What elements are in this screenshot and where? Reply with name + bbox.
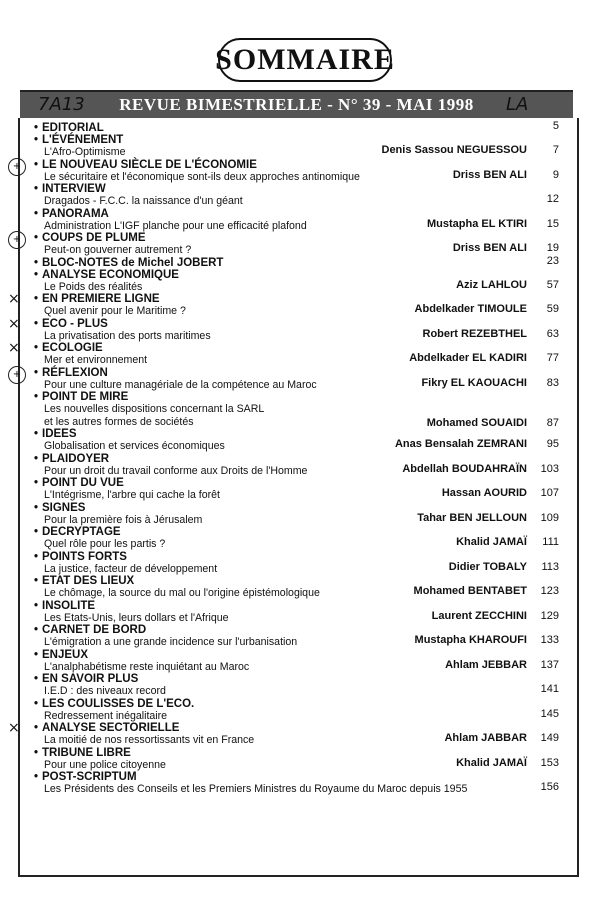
bullet-icon: •: [34, 575, 39, 587]
bullet-icon: •: [34, 134, 39, 146]
author-name: Anas Bensalah ZEMRANI: [394, 438, 527, 450]
article-title: Peut-on gouverner autrement ?: [44, 244, 192, 256]
section-title: COUPS DE PLUME: [42, 232, 146, 244]
section-title: ECOLOGIE: [42, 342, 103, 354]
toc-entry: [30, 624, 565, 649]
author-name: Fikry EL KAOUACHI: [421, 376, 527, 389]
article-title: Mer et environnement: [44, 354, 148, 366]
page-number: 129: [540, 609, 559, 622]
page-number: 123: [540, 585, 559, 597]
section-title: L'ÉVÉNEMENT: [42, 134, 124, 146]
section-heading: [30, 673, 565, 685]
page-number: 83: [546, 376, 559, 389]
section-title: POST-SCRIPTUM: [42, 771, 137, 783]
author-name: Mustapha KHAROUFI: [414, 634, 527, 646]
author-name: Abdellah BOUDAHRAÏN: [402, 462, 527, 475]
section-title: RÉFLEXION: [42, 366, 108, 379]
section-title: LE NOUVEAU SIÈCLE DE L'ÉCONOMIE: [42, 158, 257, 171]
author-name: Mohamed SOUAIDI: [426, 417, 527, 429]
page-number: 95: [546, 438, 559, 450]
bullet-icon: •: [34, 452, 39, 465]
handwritten-cross-icon: ×: [8, 291, 20, 307]
bullet-icon: •: [34, 342, 39, 354]
article-title: La justice, facteur de développement: [44, 562, 218, 575]
article-title: L'Intégrisme, l'arbre qui cache la forêt: [44, 489, 220, 501]
bullet-icon: •: [34, 207, 39, 220]
toc-entry: [12, 158, 565, 184]
bullet-icon: •: [34, 268, 39, 281]
section-title: LES COULISSES DE L'ECO.: [42, 697, 195, 710]
section-title: EDITORIAL: [42, 122, 104, 134]
article-title: L'Afro-Optimisme: [44, 146, 126, 158]
toc-entry: [8, 291, 565, 318]
article-title: Globalisation et services économiques: [44, 440, 225, 452]
toc-entry: [30, 747, 565, 772]
author-name: Ahlam JEBBAR: [445, 658, 527, 671]
bullet-icon: •: [34, 624, 39, 636]
section-title: ANALYSE ECONOMIQUE: [42, 268, 179, 281]
author-name: Laurent ZECCHINI: [431, 609, 527, 622]
article-title: Pour une police citoyenne: [44, 758, 166, 771]
bullet-icon: •: [34, 293, 39, 305]
toc-entry: [30, 600, 565, 625]
author-name: Driss BEN ALI: [452, 168, 527, 181]
page-title: SOMMAIRE: [218, 38, 392, 82]
section-title: IDEES: [42, 428, 77, 440]
author-name: Aziz LAHLOU: [456, 278, 527, 291]
author-name: Driss BEN ALI: [452, 242, 527, 254]
bullet-icon: •: [34, 366, 39, 379]
section-title: TRIBUNE LIBRE: [42, 746, 131, 759]
article-title: Les nouvelles dispositions concernant la SARL: [44, 403, 265, 415]
page-number: 133: [540, 634, 559, 646]
handwritten-cross-icon: ×: [8, 315, 20, 332]
author-name: Khalid JAMAÏ: [456, 536, 527, 548]
page-number: 12: [546, 193, 559, 205]
bullet-icon: •: [34, 183, 39, 195]
page-number: 109: [540, 511, 559, 524]
section-heading: [30, 698, 565, 710]
article-title-continued: et les autres formes de sociétés: [44, 415, 194, 428]
page-number: 87: [546, 417, 559, 429]
page-number: 153: [540, 756, 559, 769]
page-number: 107: [540, 487, 559, 499]
article-title: L'émigration a une grande incidence sur l'urbanisation: [44, 636, 298, 648]
toc-entry: [30, 269, 565, 294]
handwritten-cross-icon: ×: [8, 720, 20, 736]
section-title: SIGNES: [42, 501, 86, 514]
handwritten-circle-plus-icon: +: [8, 230, 26, 249]
section-title: EN PREMIERE LIGNE: [42, 293, 160, 305]
bullet-icon: •: [34, 122, 39, 134]
article-title: Quel rôle pour les partis ?: [44, 538, 166, 550]
article-title: Pour une culture managériale de la compétence au Maroc: [44, 378, 317, 391]
author-name: Didier TOBALY: [448, 560, 527, 573]
bullet-icon: •: [34, 158, 39, 171]
page-number: 15: [546, 217, 559, 230]
bullet-icon: •: [34, 599, 39, 612]
page-number: 7: [552, 144, 559, 156]
author-name: Tahar BEN JELLOUN: [417, 511, 527, 524]
toc-entry: [30, 673, 565, 698]
toc-entry: [12, 232, 565, 257]
toc-entry: [30, 477, 565, 502]
section-title: ETAT DES LIEUX: [42, 575, 135, 587]
article-title: L'analphabétisme reste inquiétant au Maroc: [44, 660, 250, 673]
author-name: Abdelkader TIMOULE: [414, 303, 527, 315]
section-title: POINTS FORTS: [42, 550, 127, 563]
section-heading: [30, 183, 565, 195]
issue-banner: REVUE BIMESTRIELLE - N° 39 - MAI 1998: [20, 92, 573, 118]
article-title: La privatisation des ports maritimes: [44, 329, 211, 342]
bullet-icon: •: [34, 550, 39, 563]
bullet-icon: •: [34, 746, 39, 759]
page-number: 156: [540, 781, 559, 793]
handwritten-circle-plus-icon: +: [8, 157, 26, 176]
author-name: Mustapha EL KTIRI: [426, 217, 527, 230]
article-title: Le Poids des réalités: [44, 280, 143, 293]
bullet-icon: •: [34, 256, 39, 269]
section-title: BLOC-NOTES de Michel JOBERT: [42, 256, 224, 269]
toc-entry: [30, 649, 565, 674]
toc-entry: [30, 122, 565, 134]
page-number: 63: [546, 327, 559, 340]
section-title: ENJEUX: [42, 648, 89, 661]
page-number: 111: [542, 536, 559, 548]
toc-entry: [30, 551, 565, 576]
section-heading: [30, 122, 565, 134]
section-title: DECRYPTAGE: [42, 526, 121, 538]
section-title: POINT DU VUE: [42, 477, 124, 489]
article-title: La moitié de nos ressortissants vit en France: [44, 734, 255, 746]
bullet-icon: •: [34, 526, 39, 538]
article-title: Dragados - F.C.C. la naissance d'un géant: [44, 195, 243, 207]
author-name: Abdelkader EL KADIRI: [409, 352, 527, 364]
toc-entry: [30, 134, 565, 159]
toc-entry: [30, 575, 565, 600]
author-name: Khalid JAMAÏ: [456, 756, 527, 769]
bullet-icon: •: [34, 771, 39, 783]
bullet-icon: •: [34, 697, 39, 710]
toc-entry: [30, 183, 565, 208]
toc-entry: [8, 315, 565, 343]
section-title: POINT DE MIRE: [42, 391, 129, 403]
toc-entry: [8, 340, 565, 367]
section-title: PANORAMA: [42, 207, 109, 220]
bullet-icon: •: [34, 428, 39, 440]
page-number: 103: [540, 462, 559, 475]
section-heading: [30, 391, 565, 403]
author-name: Robert REZEBTHEL: [422, 327, 527, 340]
bullet-icon: •: [34, 722, 39, 734]
handwritten-note-right: LA: [506, 94, 529, 115]
section-title: PLAIDOYER: [42, 452, 110, 465]
article-title: Le chômage, la source du mal ou l'origine épistémologique: [44, 587, 320, 599]
page-number: 137: [540, 658, 559, 671]
page-number: 57: [546, 278, 559, 291]
page-number: 5: [552, 120, 559, 132]
author-name: Hassan AOURID: [441, 487, 527, 499]
article-title: Pour la première fois à Jérusalem: [44, 513, 203, 526]
article-title: Quel avenir pour le Maritime ?: [44, 305, 186, 317]
bullet-icon: •: [34, 673, 39, 685]
bullet-icon: •: [34, 317, 39, 330]
toc-entry: [30, 771, 565, 796]
bullet-icon: •: [34, 477, 39, 489]
toc-entry: [30, 391, 565, 428]
bullet-icon: •: [34, 391, 39, 403]
table-of-contents: [8, 120, 565, 796]
author-name: Ahlam JABBAR: [444, 732, 527, 744]
section-title: ECO - PLUS: [42, 317, 108, 330]
page-number: 141: [540, 683, 559, 695]
toc-entry: [30, 698, 565, 723]
bullet-icon: •: [34, 232, 39, 244]
toc-entry: [30, 428, 565, 453]
bullet-icon: •: [34, 648, 39, 661]
toc-entry: [30, 254, 565, 269]
section-title: ANALYSE SECTORIELLE: [42, 722, 180, 734]
article-title: Les Etats-Unis, leurs dollars et l'Afrique: [44, 611, 229, 624]
section-title: INSOLITE: [42, 599, 96, 612]
page-number: 77: [546, 352, 559, 364]
author-name: Mohamed BENTABET: [413, 585, 527, 597]
toc-entry: [30, 502, 565, 527]
toc-entry: [30, 453, 565, 478]
section-heading: [30, 254, 565, 269]
toc-entry: [8, 720, 565, 747]
section-heading: [30, 771, 565, 783]
section-title: EN SAVOIR PLUS: [42, 673, 139, 685]
article-title: Redressement inégalitaire: [44, 709, 168, 722]
bullet-icon: •: [34, 501, 39, 514]
article-title: Le sécuritaire et l'économique sont-ils deux approches antinomique: [44, 170, 360, 183]
page-number: 145: [540, 707, 559, 720]
article-title: Pour un droit du travail conforme aux Droits de l'Homme: [44, 464, 308, 477]
section-title: CARNET DE BORD: [42, 624, 147, 636]
handwritten-cross-icon: ×: [8, 340, 20, 356]
handwritten-note-left: 7A13: [38, 94, 85, 115]
toc-entry: [12, 366, 565, 392]
page-number: 19: [546, 242, 559, 254]
section-title: INTERVIEW: [42, 183, 106, 195]
page-number: 149: [540, 732, 559, 744]
page-number: 9: [552, 168, 559, 181]
bottom-rule: [18, 875, 579, 877]
page-number: 23: [546, 254, 559, 267]
article-title: Administration L'IGF planche pour une efficacité plafond: [44, 219, 307, 232]
toc-entry: [30, 208, 565, 233]
author-name: Denis Sassou NEGUESSOU: [381, 144, 527, 156]
article-title: I.E.D : des niveaux record: [44, 685, 166, 697]
toc-entry: [30, 526, 565, 551]
page-number: 59: [546, 303, 559, 315]
article-title: Les Présidents des Conseils et les Premiers Ministres du Royaume du Maroc depuis 1955: [44, 783, 468, 795]
page-number: 113: [541, 560, 559, 573]
handwritten-circle-plus-icon: +: [8, 365, 26, 384]
